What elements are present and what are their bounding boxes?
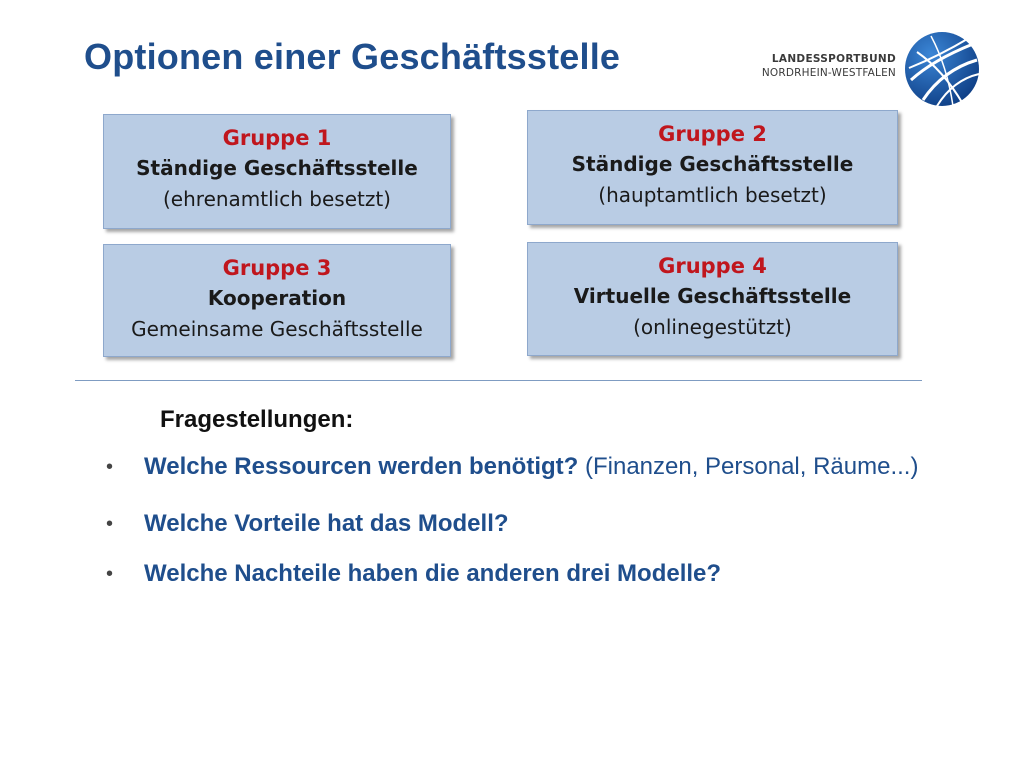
logo-line-1: LANDESSPORTBUND [771,53,896,65]
question-2-strong: Welche Vorteile hat das Modell? [144,510,509,537]
group-3-label: Gruppe 3 [222,256,332,280]
section-divider [75,380,922,381]
group-2-subtitle: (hauptamtlich besetzt) [598,183,827,207]
group-4-box [527,242,898,356]
question-1-strong: Welche Ressourcen werden benötigt? [144,453,579,480]
list-item [100,505,940,543]
group-2-label: Gruppe 2 [658,122,767,146]
bullet-icon: • [106,563,114,585]
group-1-label: Gruppe 1 [222,126,332,150]
group-3-title: Kooperation [207,286,347,310]
question-3-strong: Welche Nachteile haben die anderen drei Modelle? [144,560,722,587]
group-2-box [527,110,898,225]
group-3-box [103,244,451,357]
landessportbund-logo-icon [903,30,981,108]
group-4-label: Gruppe 4 [658,254,767,278]
logo-wordmark [762,52,896,80]
bullet-icon: • [106,456,114,478]
logo-line-2: NORDRHEIN-WESTFALEN [761,67,896,79]
group-2-title: Ständige Geschäftsstelle [571,152,854,176]
question-1-rest: (Finanzen, Personal, Räume...) [578,453,919,480]
list-item [100,441,940,493]
group-4-title: Virtuelle Geschäftsstelle [573,284,852,308]
group-1-subtitle: (ehrenamtlich besetzt) [163,187,391,211]
group-1-title: Ständige Geschäftsstelle [136,156,418,180]
group-3-subtitle: Gemeinsame Geschäftsstelle [131,317,423,341]
group-1-box [103,114,451,229]
slide-title: Optionen einer Geschäftsstelle [84,36,621,77]
bullet-icon: • [106,513,114,535]
questions-heading: Fragestellungen: [160,406,354,433]
questions-list [100,448,940,605]
group-4-subtitle: (onlinegestützt) [633,315,792,339]
list-item [100,555,940,593]
